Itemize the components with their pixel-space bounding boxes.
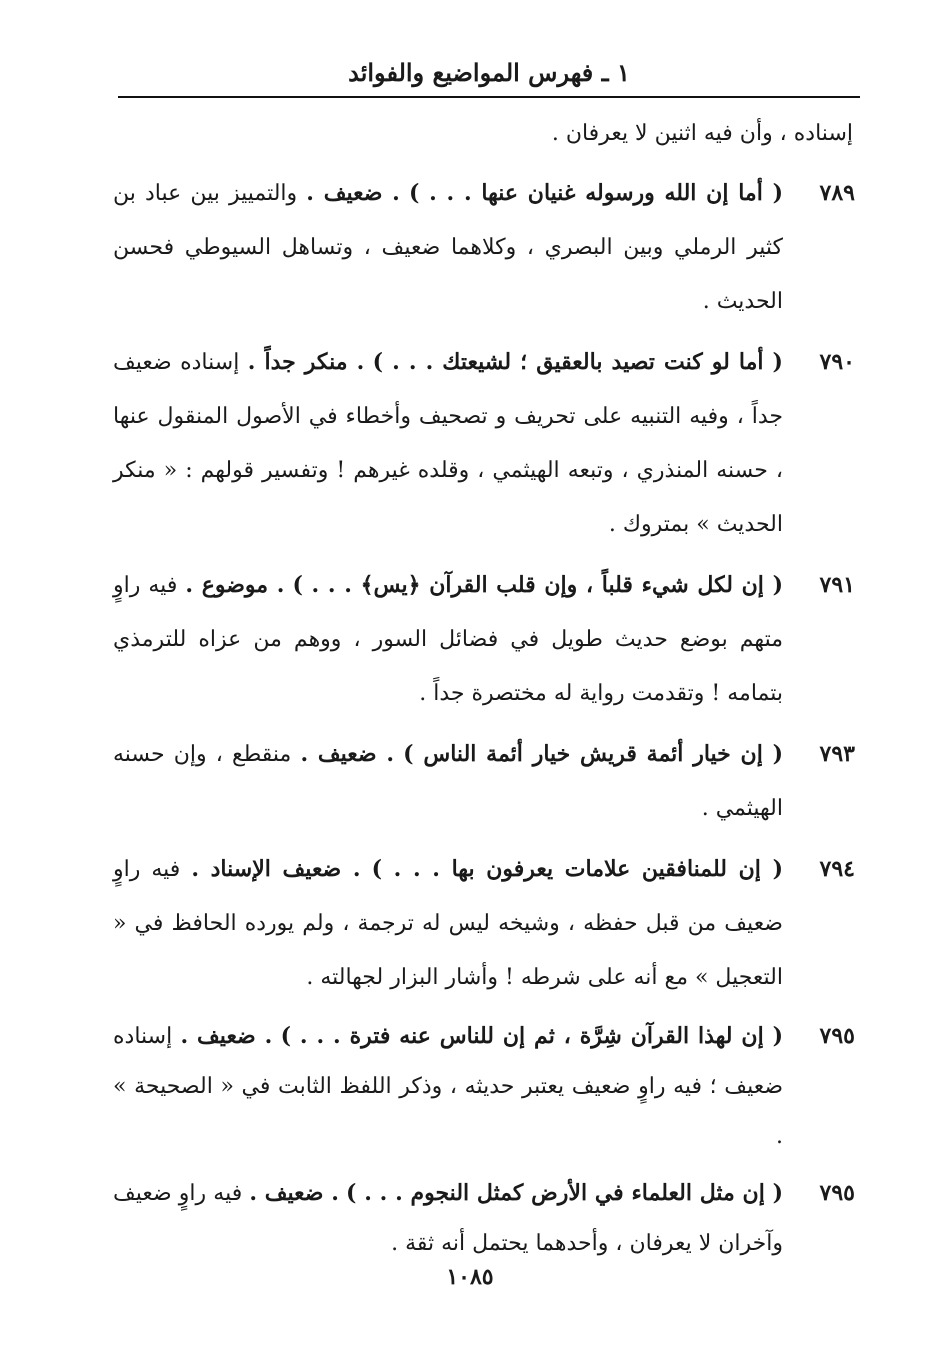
entry-number: ٧٨٩ bbox=[819, 180, 855, 206]
index-entry bbox=[113, 558, 855, 721]
entry-number: ٧٩٣ bbox=[819, 741, 855, 767]
hadith-grade: . ضعيف . bbox=[180, 1023, 273, 1049]
entry-number: ٧٩٥ bbox=[819, 1180, 855, 1206]
hadith-title: ( إن لهذا القرآن شِرَّة ، ثم إن للناس عنه فترة . . . ) bbox=[280, 1023, 783, 1049]
hadith-grade: . ضعيف . bbox=[249, 1180, 339, 1206]
entry-note: فيه راوٍ ضعيف وآخران لا يعرفان ، وأحدهما يحتمل أنه ثقة . bbox=[113, 1181, 783, 1256]
hadith-title: ( أما إن الله ورسوله غنيان عنها . . . ) bbox=[408, 180, 783, 206]
index-entry bbox=[113, 1011, 855, 1162]
entry-note: فيه راوٍ متهم بوضع حديث طويل في فضائل السور ، ووهم من عزاه للترمذي بتمامه ! وتقدمت رواية له مختصرة جداً . bbox=[113, 573, 783, 706]
entry-note: فيه راوٍ ضعيف من قبل حفظه ، وشيخه ليس له ترجمة ، ولم يورده الحافظ في « التعجيل » مع أنه على شرطه ! وأشار البزار لجهالته . bbox=[113, 857, 783, 990]
index-entry bbox=[113, 727, 855, 836]
header-rule bbox=[118, 96, 860, 98]
entry-note: إسناده ضعيف ؛ فيه راوٍ ضعيف يعتبر حديثه ، وذكر اللفظ الثابت في « الصحيحة » . bbox=[113, 1024, 783, 1149]
hadith-grade: . ضعيف الإسناد . bbox=[191, 856, 361, 882]
index-entry bbox=[113, 166, 855, 329]
entry-note: منقطع ، وإن حسنه الهيثمي . bbox=[113, 742, 783, 821]
continuation-text: إسناده ، وأن فيه اثنين لا يعرفان . bbox=[551, 121, 853, 146]
hadith-title: ( إن للمنافقين علامات يعرفون بها . . . ) bbox=[371, 856, 783, 882]
hadith-title: ( إن مثل العلماء في الأرض كمثل النجوم . . . ) bbox=[346, 1180, 784, 1206]
entry-number: ٧٩٥ bbox=[819, 1023, 855, 1049]
entry-number: ٧٩٤ bbox=[819, 856, 855, 882]
hadith-grade: . منكر جداً . bbox=[247, 349, 365, 375]
hadith-title: ( أما لو كنت تصيد بالعقيق ؛ لشيعتك . . . ) bbox=[372, 349, 783, 375]
hadith-grade: . موضوع . bbox=[185, 572, 285, 598]
entry-note: والتمييز بين عباد بن كثير الرملي وبين البصري ، وكلاهما ضعيف ، وتساهل السيوطي فحسن الحديث . bbox=[113, 181, 783, 314]
hadith-title: ( إن خيار أئمة قريش خيار أئمة الناس ) bbox=[403, 741, 783, 767]
running-header: ١ ـ فهرس المواضيع والفوائد bbox=[348, 58, 630, 87]
hadith-grade: . ضعيف . bbox=[306, 180, 400, 206]
entry-note: إسناده ضعيف جداً ، وفيه التنبيه على تحريف و تصحيف وأخطاء في الأصول المنقول عنها ، حسنه المنذري ، وتبعه الهيثمي ، وقلده غيرهم ! وتفسير قولهم : « منكر الحديث » بمتروك . bbox=[113, 350, 783, 537]
page-number: ١٠٨٥ bbox=[446, 1264, 494, 1290]
index-content bbox=[113, 112, 855, 1275]
index-entry bbox=[113, 842, 855, 1005]
hadith-title: ( إن لكل شيء قلباً ، وإن قلب القرآن ﴿يس﴾ . . . ) bbox=[292, 572, 783, 598]
entry-number: ٧٩١ bbox=[819, 572, 855, 598]
hadith-grade: . ضعيف . bbox=[300, 741, 395, 767]
index-entry bbox=[113, 1168, 855, 1269]
entry-number: ٧٩٠ bbox=[819, 349, 855, 375]
index-entry bbox=[113, 335, 855, 552]
